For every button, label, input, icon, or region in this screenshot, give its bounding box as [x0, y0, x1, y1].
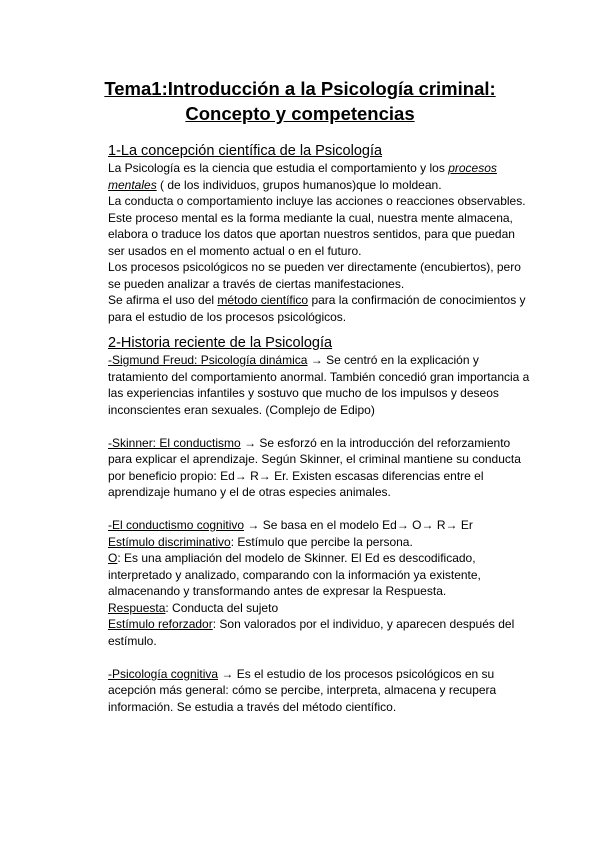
section-2 — [108, 334, 533, 715]
spacer — [108, 649, 533, 666]
text-run: → Es el estudio de los procesos psicológicos en su acepción más general: cómo se percibe, interpreta, almacena y recupera información. Se estudia a través del método científico. — [108, 666, 497, 714]
spacer — [108, 501, 533, 518]
paragraph-freud — [108, 352, 533, 418]
label-ed: Estímulo discriminativo — [108, 534, 231, 549]
text-run: → Se basa en el modelo Ed→ O→ R→ Er — [244, 518, 473, 532]
text-run: : Conducta del sujeto — [165, 600, 279, 615]
text-run: : Son valorados por el individuo, y aparecen después del estímulo. — [108, 617, 515, 648]
emphasis-procesos: procesos — [448, 161, 497, 175]
paragraph-conduct: La conducta o comportamiento incluye las acciones o reacciones observables. — [108, 194, 526, 208]
label-cognitive-behaviorism: -El conductismo cognitivo — [108, 518, 245, 532]
text-run: → Se centró en la explicación y tratamiento del comportamiento anormal. También concedió gran importancia a las experiencias infantiles y sostuvo que mucho de los impulsos y deseos inconscientes eran sexuales. (Complejo de Edipo) — [108, 353, 530, 417]
term-metodo-cientifico: método científico — [217, 293, 309, 307]
document-title — [0, 76, 600, 126]
paragraph-skinner — [108, 435, 533, 501]
text-run: La Psicología es la ciencia que estudia el comportamiento y los — [108, 161, 449, 175]
label-o: O — [108, 551, 118, 565]
label-skinner: -Skinner: El conductismo — [108, 435, 241, 450]
text-run: Se afirma el uso del — [108, 293, 218, 307]
text-run: → Se esforzó en la introducción del reforzamiento para explicar el aprendizaje. Según Skinner, el criminal mantiene su conducta por beneficio propio: Ed→ R→ Er. Existen escasas diferencias entre el aprendizaje humano y el de otras especies animales. — [108, 435, 521, 499]
paragraph-cognitive-psychology — [108, 666, 533, 716]
text-run: : Estímulo que percibe la persona. — [230, 534, 413, 549]
text-run: ( de los individuos, grupos humanos)que lo moldean. — [156, 177, 442, 192]
text-run: : Es una ampliación del modelo de Skinner. El Ed es descodificado, interpretado y analizado, comparando con la información ya existente, almacenando y transformando antes de expresar la Respuesta. — [108, 551, 481, 598]
text-run: para la confirmación de conocimientos y para el estudio de los procesos psicológicos. — [108, 293, 526, 324]
title-line-2: Concepto y competencias — [185, 103, 415, 124]
spacer — [108, 418, 533, 435]
label-er: Estímulo reforzador — [108, 617, 213, 631]
section-1 — [108, 142, 533, 325]
paragraph-psychology-definition — [108, 160, 533, 193]
paragraph-response — [108, 600, 533, 617]
label-respuesta: Respuesta — [108, 600, 166, 615]
section-2-heading: 2-Historia reciente de la Psicología — [108, 335, 333, 351]
paragraph-mental-process: Este proceso mental es la forma mediante la cual, nuestra mente almacena, elabora o traduce los datos que aportan nuestros sentidos, para que puedan ser usados en el momento actual o en el futuro. — [108, 210, 515, 258]
title-line-1: Tema1:Introducción a la Psicología criminal: — [104, 78, 496, 99]
paragraph-organism — [108, 550, 533, 600]
paragraph-cognitive-behaviorism — [108, 517, 533, 534]
emphasis-mentales: mentales — [108, 177, 157, 192]
label-freud: -Sigmund Freud: Psicología dinámica — [108, 353, 308, 367]
section-1-heading: 1-La concepción científica de la Psicología — [108, 143, 383, 159]
paragraph-reinforcing-stimulus — [108, 616, 533, 649]
paragraph-discriminative-stimulus — [108, 534, 533, 551]
label-cognitive-psychology: -Psicología cognitiva — [108, 666, 219, 681]
paragraph-hidden-processes: Los procesos psicológicos no se pueden ver directamente (encubiertos), pero se pueden analizar a través de ciertas manifestaciones. — [108, 260, 521, 291]
paragraph-scientific-method — [108, 292, 533, 325]
